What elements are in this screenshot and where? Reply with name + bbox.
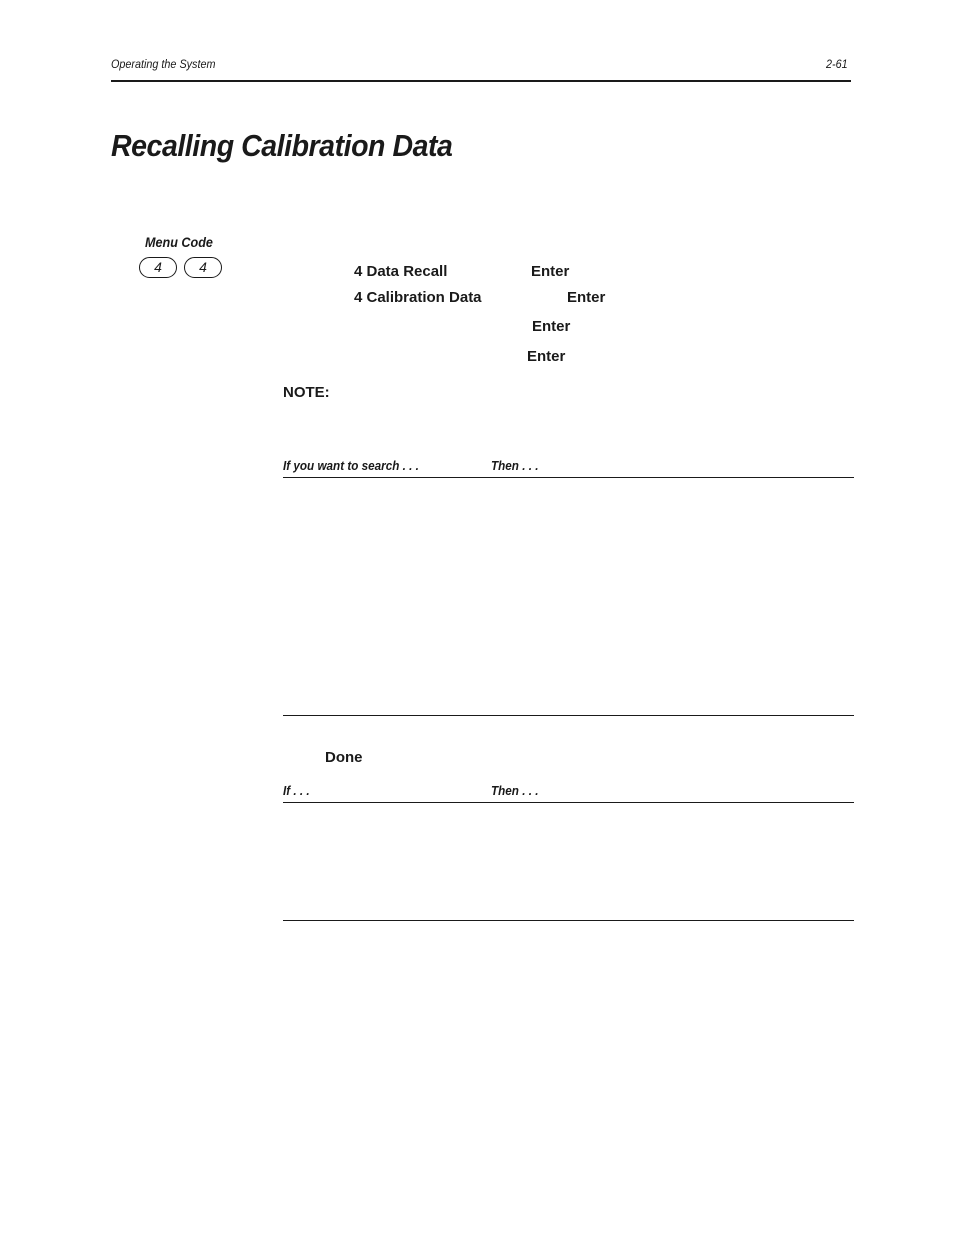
note-label: NOTE: (283, 384, 330, 401)
header-rule (111, 80, 851, 82)
table-2-header-rule (283, 802, 854, 803)
page-title: Recalling Calibration Data (111, 128, 453, 163)
done-label: Done (325, 749, 363, 766)
step-enter-3: Enter (532, 318, 571, 335)
menu-code-key-2: 4 (184, 257, 222, 278)
table-1-header-condition: If you want to search . . . (283, 458, 419, 473)
step-calibration-data: 4 Calibration Data (354, 289, 482, 306)
menu-code-label: Menu Code (145, 234, 213, 250)
menu-code-key-1: 4 (139, 257, 177, 278)
running-head-page-number: 2-61 (826, 57, 848, 71)
table-1-header-action: Then . . . (491, 458, 539, 473)
table-1-header-rule (283, 477, 854, 478)
table-1-bottom-rule (283, 715, 854, 716)
table-2-header-condition: If . . . (283, 783, 310, 798)
step-enter-4: Enter (527, 348, 566, 365)
table-2-header-action: Then . . . (491, 783, 539, 798)
running-head-section: Operating the System (111, 57, 216, 71)
step-enter-2: Enter (567, 289, 606, 306)
step-enter-1: Enter (531, 263, 570, 280)
table-2-bottom-rule (283, 920, 854, 921)
step-data-recall: 4 Data Recall (354, 263, 448, 280)
